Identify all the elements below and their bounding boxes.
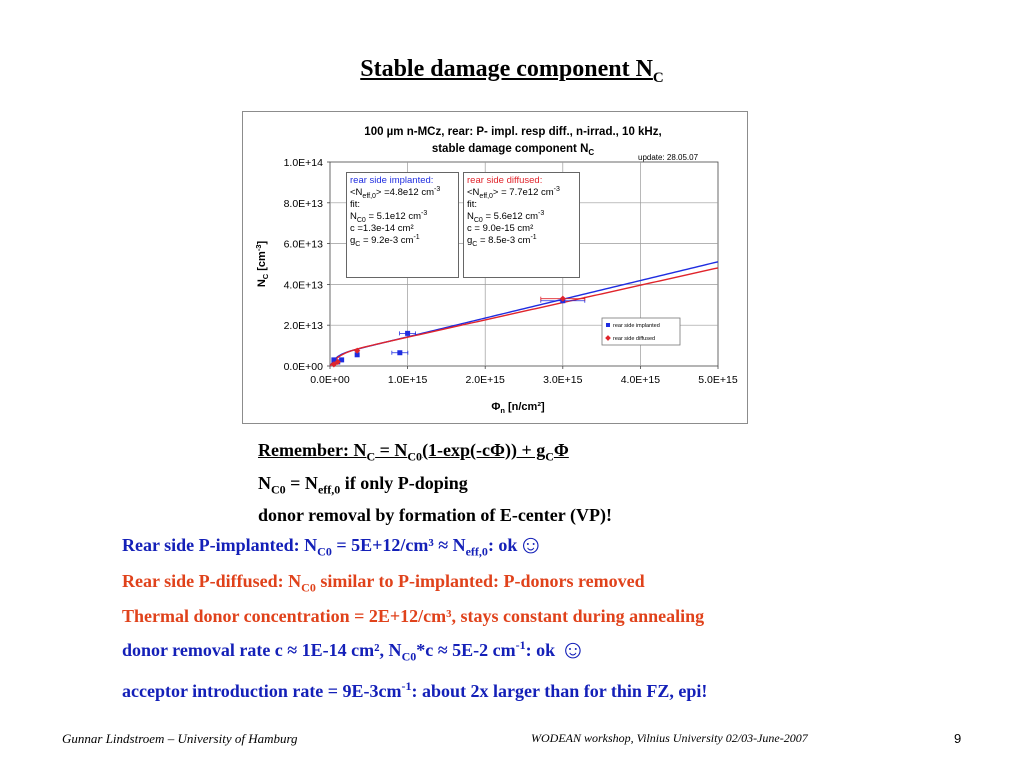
note-acceptor-rate: acceptor introduction rate = $9E-3cm^{-1}$: about 2x larger than for thin FZ, epi! (122, 678, 708, 701)
update-note: update: 28.05.07 (638, 153, 699, 162)
y-tick-label: 1.0E+14 (283, 157, 323, 169)
data-point-series-0 (397, 350, 402, 355)
info-diffused-c: c = 9.0e-15 cm² (467, 223, 534, 234)
legend-marker-implanted (606, 323, 610, 327)
x-tick-label: 5.0E+15 (698, 374, 738, 386)
info-diffused-header: rear side diffused: (467, 175, 543, 186)
legend-label-implanted: rear side implanted (613, 323, 660, 329)
y-tick-label: 4.0E+13 (283, 279, 323, 292)
data-point-series-0 (405, 331, 410, 336)
info-diffused-nc0: $N_{C0} = 5.6e12$ $cm^{-3}$ (467, 209, 545, 224)
slide-title: Stable damage component $N_C$ (360, 56, 664, 86)
chart-title-line1: 100 µm n-MCz, rear: P- impl. resp diff., n-irrad., 10 kHz, (364, 126, 662, 138)
smiley-icon: ☺ (559, 635, 587, 665)
x-tick-label: 3.0E+15 (543, 374, 583, 386)
x-tick-label: 1.0E+15 (387, 374, 428, 386)
info-box-diffused (463, 172, 580, 278)
remember-formula: Remember: $N_C = N_{C0}(1-\exp(-c\Phi)) + g_C\Phi$ (258, 440, 569, 464)
info-implanted-c: c =1.3e-14 cm² (350, 223, 414, 234)
remember-donor-removal: donor removal by formation of E-center (VP)! (258, 505, 612, 526)
x-tick-label: 0.0E+00 (310, 374, 350, 386)
note-thermal-donor: Thermal donor concentration = 2E+12/cm³, stays constant during annealing (122, 606, 705, 627)
x-tick-label: 2.0E+15 (465, 374, 505, 386)
y-axis-label: $N_C$ $[cm^{-3}]$ (254, 240, 270, 288)
page-number: 9 (954, 731, 962, 746)
info-diffused-gc: $g_C = 8.5e-3$ $cm^{-1}$ (467, 233, 537, 248)
info-implanted-neff: $<N_{eff,0}> =4.8e12$ $cm^{-3}$ (350, 185, 441, 200)
y-tick-label: 8.0E+13 (283, 197, 323, 210)
notes-block (122, 530, 707, 706)
info-implanted-gc: $g_C = 9.2e-3$ $cm^{-1}$ (350, 233, 420, 248)
info-diffused-neff: $<N_{eff,0}> = 7.7e12$ $cm^{-3}$ (467, 185, 560, 200)
note-donor-removal-rate: donor removal rate c ≈ 1E-14 cm², $N_{C0}*c \approx 5E-2$ $cm^{-1}$: ok ☺ (122, 635, 587, 665)
footer-author: Gunnar Lindstroem – University of Hamburg (62, 731, 298, 746)
info-diffused-fit-label: fit: (467, 199, 478, 210)
chart-legend (602, 318, 680, 345)
remember-block (258, 437, 612, 528)
note-diffused: Rear side P-diffused: $N_{C0}$ similar to P-implanted: P-donors removed (122, 570, 645, 595)
info-implanted-nc0: $N_{C0} = 5.1e12$ $cm^{-3}$ (350, 209, 428, 224)
remember-nc0-line: $N_{C0} = N_{eff,0}$ if only P-doping (258, 472, 468, 497)
y-tick-label: 2.0E+13 (283, 320, 323, 333)
x-tick-label: 4.0E+15 (620, 374, 661, 386)
info-implanted-header: rear side implanted: (350, 175, 434, 186)
legend-label-diffused: rear side diffused (613, 336, 656, 342)
footer-event: WODEAN workshop, Vilnius University 02/03-June-2007 (531, 731, 808, 745)
chart-frame (242, 111, 748, 424)
y-tick-label: 0.0E+00 (283, 361, 323, 373)
info-box-implanted (346, 172, 459, 278)
info-implanted-fit-label: fit: (350, 199, 361, 210)
chart-title-line2: stable damage component $N_C$ (431, 143, 595, 157)
x-axis-label: $\Phi_n$ [n/cm²] (491, 401, 545, 415)
smiley-icon: ☺ (517, 530, 544, 559)
y-tick-label: 6.0E+13 (283, 238, 323, 251)
note-implanted: Rear side P-implanted: $N_{C0} = 5E+12/cm^3 \approx N_{eff,0}$: ok☺ (122, 530, 544, 559)
